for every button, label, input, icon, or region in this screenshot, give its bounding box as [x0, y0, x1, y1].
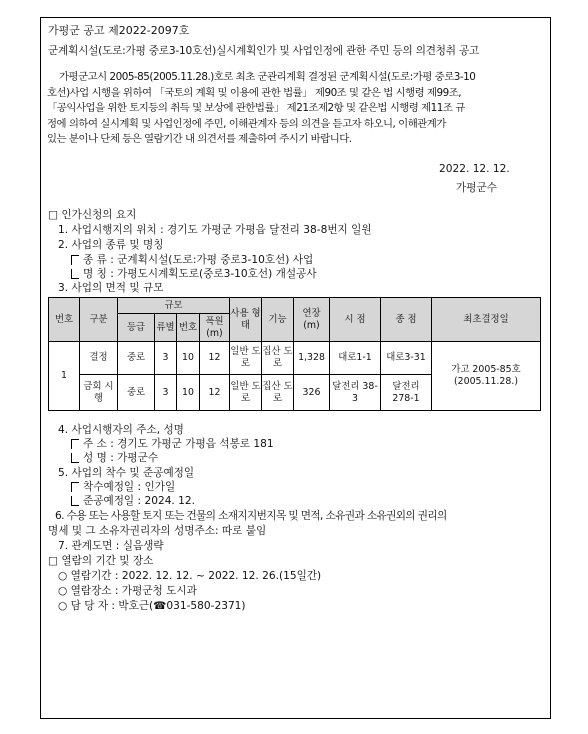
- th-scale: 규모: [118, 298, 230, 314]
- item-operator-name: [71, 451, 158, 465]
- item-area-scale: 3. 사업의 면적 및 규모: [58, 282, 164, 294]
- body-line: 호선)사업 시행을 위하여 「국토의 계획 및 이용에 관한 법률」 제90조 및 같은 법 시행령 제99조,: [47, 86, 462, 99]
- item-inspection-period: ○ 열람기간 : 2022. 12. 12. ~ 2022. 12. 26.(15일간): [58, 570, 322, 582]
- cell-start: 대로1-1: [330, 342, 381, 375]
- th-width: 폭원 (m): [200, 314, 230, 342]
- th-class: 류별: [155, 314, 177, 342]
- notice-body: [47, 70, 545, 148]
- item-end-date-text: 준공예정일 : 2024. 12.: [83, 495, 196, 507]
- cell-length: 326: [294, 375, 330, 411]
- cell-func: 집산 도로: [262, 342, 294, 375]
- body-line: 가평군고시 2005-85(2005.11.28.)호로 최초 군관리계획 결정된 군계획시설(도로:가평 중로3-10: [59, 71, 476, 83]
- cell-number: 10: [177, 342, 200, 375]
- item-drawings: 7. 관계도면 : 실음생략: [58, 540, 164, 552]
- item-start-date-text: 착수예정일 : 인가일: [83, 481, 176, 493]
- cell-grade: 중로: [118, 375, 155, 411]
- th-length: 연장 (m): [294, 298, 330, 342]
- cell-no: 1: [49, 342, 80, 411]
- cell-gubun: 금회 시행: [80, 375, 118, 411]
- notice-document: [40, 17, 551, 719]
- item-inspection-place: ○ 열람장소 : 가평군청 도시과: [58, 585, 197, 597]
- th-no: 번호: [49, 298, 80, 342]
- body-line: 있는 분이나 단체 등은 열람기간 내 의견서를 제출하여 주시기 바랍니다.: [47, 133, 352, 146]
- section-inspection: □ 열람의 기간 및 장소: [48, 555, 154, 567]
- cell-grade: 중로: [118, 342, 155, 375]
- cell-func: 집산 도로: [262, 375, 294, 411]
- table-row: [49, 342, 541, 375]
- cell-initial: 가고 2005-85호 (2005.11.28.): [432, 342, 541, 411]
- body-line: 「공익사업을 위한 토지등의 취득 및 보상에 관한법률」 제21조제2항 및 같은법 시행령 제11조 규: [47, 102, 465, 115]
- th-gubun: 구분: [80, 298, 118, 342]
- item-type-name: 2. 사업의 종류 및 명칭: [58, 239, 164, 251]
- cell-form: 일반 도로: [230, 375, 262, 411]
- th-initial: 최초결정일: [432, 298, 541, 342]
- th-end: 종 점: [381, 298, 432, 342]
- cell-form: 일반 도로: [230, 342, 262, 375]
- item-type-text: 종 류 : 군계획시설(도로:가평 중로3-10호선) 사업: [83, 254, 314, 266]
- area-scale-table: [48, 297, 541, 411]
- item-contact: ○ 담 당 자 : 박호근(☎031-580-2371): [58, 600, 246, 612]
- item-land-details: 6. 수용 또는 사용할 토지 또는 건물의 소재지지번지목 및 면적, 소유권과 소유권외의 권리의: [55, 510, 447, 522]
- th-start: 시 점: [330, 298, 381, 342]
- item-operator-name-text: 성 명 : 가평군수: [83, 452, 159, 464]
- cell-end: 대로3-31: [381, 342, 432, 375]
- item-name-text: 명 칭 : 가평도시계획도로(중로3-10호선) 개설공사: [83, 268, 317, 280]
- notice-date: 2022. 12. 12.: [439, 163, 510, 175]
- cell-end: 달전리 278-1: [381, 375, 432, 411]
- item-land-details-cont: 명세 및 그 소유자권리자의 성명주소: 따로 붙임: [48, 525, 267, 537]
- notice-number: 가평군 공고 제2022-2097호: [48, 24, 190, 37]
- th-func: 기능: [262, 298, 294, 342]
- cell-length: 1,328: [294, 342, 330, 375]
- cell-number: 10: [177, 375, 200, 411]
- cell-width: 12: [200, 342, 230, 375]
- item-type: [71, 253, 313, 267]
- cell-class: 3: [155, 375, 177, 411]
- cell-class: 3: [155, 342, 177, 375]
- notice-title: 군계획시설(도로:가평 중로3-10호선)실시계획인가 및 사업인정에 관한 주민 등의 의견청취 공고: [48, 45, 480, 57]
- body-line: 정에 의하여 실시계획 및 사업인정에 주민, 이해관계자 등의 의견을 듣고자 하오니, 이해관계가: [47, 117, 446, 130]
- th-form: 사용 형태: [230, 298, 262, 342]
- item-operator-address: [71, 437, 274, 451]
- section-application-summary: □ 인가신청의 요지: [48, 209, 137, 221]
- cell-width: 12: [200, 375, 230, 411]
- item-end-date: [71, 494, 195, 508]
- item-location: 1. 사업시행지의 위치 : 경기도 가평군 가평읍 달전리 38-8번지 일원: [58, 224, 372, 236]
- th-number: 번호: [177, 314, 200, 342]
- item-start-date: [71, 480, 175, 494]
- item-name: [71, 267, 317, 281]
- item-operator-address-text: 주 소 : 경기도 가평군 가평읍 석봉로 181: [83, 438, 274, 450]
- item-operator: 4. 사업시행자의 주소, 성명: [58, 424, 184, 436]
- th-grade: 등급: [118, 314, 155, 342]
- notice-issuer: 가평군수: [456, 182, 497, 194]
- item-schedule: 5. 사업의 착수 및 준공예정일: [58, 467, 195, 479]
- cell-gubun: 결정: [80, 342, 118, 375]
- cell-start: 달전리 38-3: [330, 375, 381, 411]
